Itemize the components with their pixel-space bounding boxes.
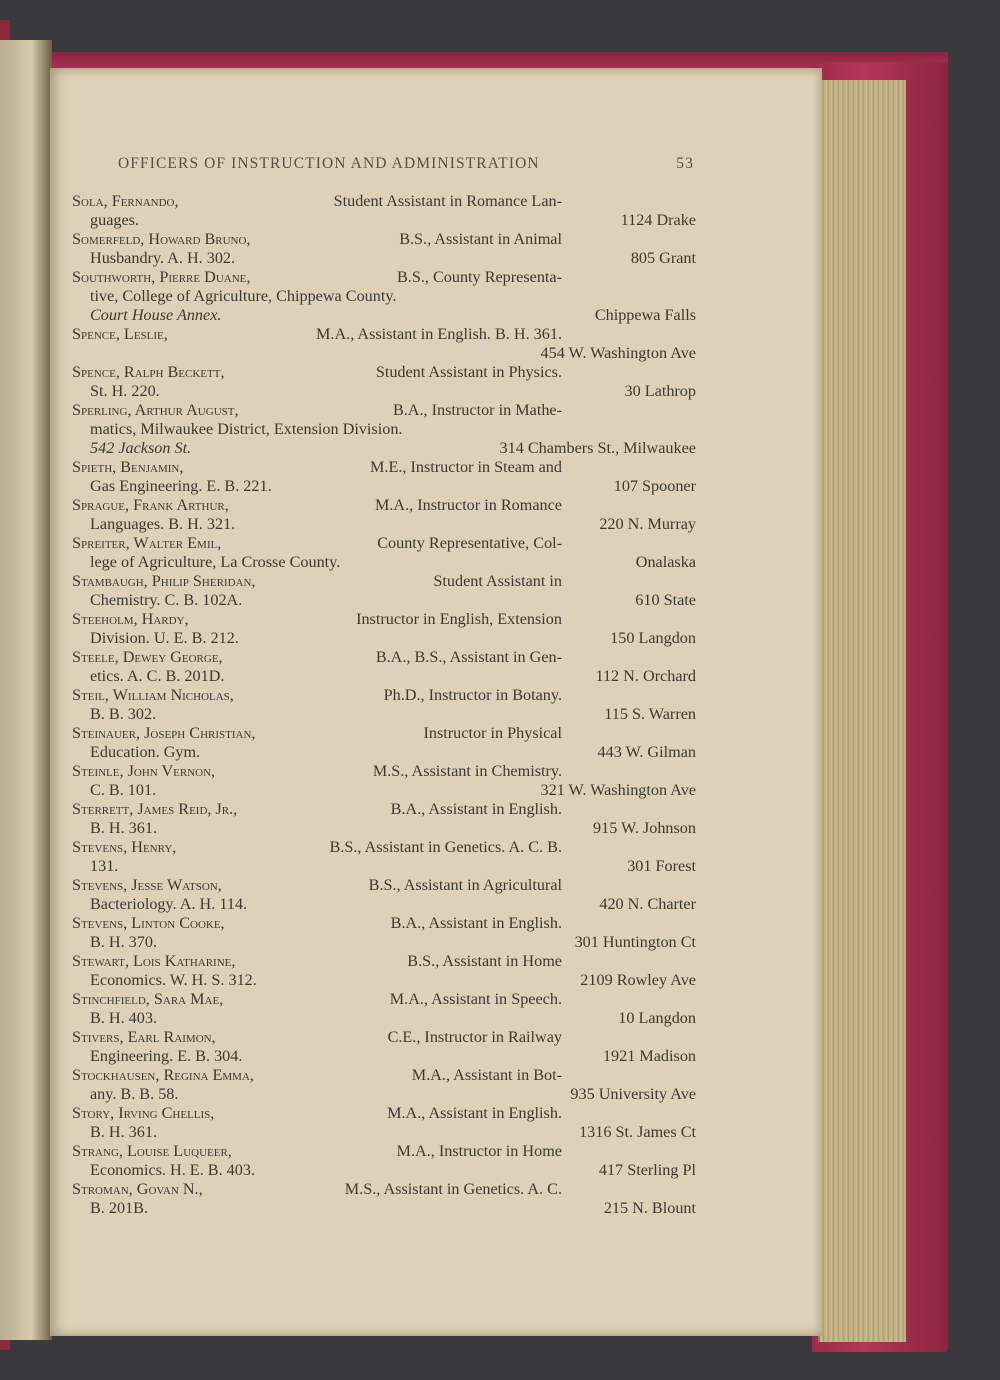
entry-second-line (72, 667, 696, 686)
entry-name: Spieth, Benjamin, (72, 458, 184, 476)
entry-third-line (72, 306, 696, 325)
page-number: 53 (676, 155, 694, 172)
entry-first-line (72, 800, 562, 819)
directory-entry (72, 800, 696, 838)
entry-name: Sola, Fernando, (72, 192, 179, 210)
entry-detail: B. H. 361. (90, 819, 158, 837)
entry-name: Stinchfield, Sara Mae, (72, 990, 224, 1008)
directory-entries (72, 192, 696, 1218)
entry-name: Story, Irving Chellis, (72, 1104, 215, 1122)
entry-address: 112 N. Orchard (595, 667, 696, 685)
page-edges (818, 80, 906, 1342)
entry-first-line (72, 952, 562, 971)
entry-title: B.S., Assistant in Animal (399, 230, 562, 248)
entry-address: 935 University Ave (570, 1085, 696, 1103)
entry-name: Stivers, Earl Raimon, (72, 1028, 216, 1046)
directory-entry (72, 724, 696, 762)
entry-address: 321 W. Washington Ave (540, 781, 696, 799)
entry-second-line (72, 743, 696, 762)
entry-title: Student Assistant in Romance Lan- (333, 192, 562, 210)
entry-second-line (72, 515, 696, 534)
directory-entry (72, 230, 696, 268)
entry-detail: B. H. 361. (90, 1123, 158, 1141)
entry-second-line (72, 591, 696, 610)
header-title: OFFICERS OF INSTRUCTION AND ADMINISTRATION (118, 155, 540, 172)
entry-second-line (72, 344, 696, 363)
entry-title: B.A., Instructor in Mathe- (392, 401, 562, 419)
directory-entry (72, 1104, 696, 1142)
entry-detail: B. H. 370. (90, 933, 158, 951)
entry-title: B.A., B.S., Assistant in Gen- (375, 648, 562, 666)
entry-detail: Gas Engineering. E. B. 221. (90, 477, 272, 495)
entry-second-line (72, 1123, 696, 1142)
entry-first-line (72, 1104, 562, 1123)
entry-name: Steele, Dewey George, (72, 648, 223, 666)
entry-address: 314 Chambers St., Milwaukee (499, 439, 696, 457)
entry-title: M.A., Assistant in English. (387, 1104, 562, 1122)
entry-address: 610 State (635, 591, 696, 609)
entry-first-line (72, 762, 562, 781)
entry-name: Southworth, Pierre Duane, (72, 268, 251, 286)
entry-name: Stockhausen, Regina Emma, (72, 1066, 254, 1084)
entry-title: M.E., Instructor in Steam and (370, 458, 562, 476)
directory-entry (72, 762, 696, 800)
entry-second-line (72, 705, 696, 724)
entry-first-line (72, 1142, 562, 1161)
directory-entry (72, 268, 696, 325)
entry-title: B.S., Assistant in Agricultural (368, 876, 562, 894)
entry-title: M.A., Assistant in Bot- (411, 1066, 562, 1084)
entry-title: B.S., Assistant in Genetics. A. C. B. (329, 838, 562, 856)
directory-entry (72, 952, 696, 990)
entry-address: 1921 Madison (602, 1047, 696, 1065)
entry-address: 417 Sterling Pl (598, 1161, 696, 1179)
entry-first-line (72, 230, 562, 249)
entry-second-line (72, 933, 696, 952)
entry-first-line (72, 401, 562, 420)
entry-detail: lege of Agriculture, La Crosse County. (90, 553, 341, 571)
entry-address: Chippewa Falls (594, 306, 696, 324)
entry-title: Student Assistant in Physics. (375, 363, 562, 381)
entry-detail: Division. U. E. B. 212. (90, 629, 239, 647)
entry-address: 107 Spooner (613, 477, 696, 495)
entry-address: 30 Lathrop (624, 382, 696, 400)
entry-first-line (72, 325, 562, 344)
entry-title: M.A., Instructor in Romance (374, 496, 562, 514)
entry-detail: St. H. 220. (90, 382, 160, 400)
entry-second-line (72, 1199, 696, 1218)
entry-second-line (72, 211, 696, 230)
entry-first-line (72, 914, 562, 933)
entry-first-line (72, 724, 562, 743)
directory-entry (72, 192, 696, 230)
entry-name: Stroman, Govan N., (72, 1180, 203, 1198)
entry-address: 420 N. Charter (599, 895, 696, 913)
directory-entry (72, 876, 696, 914)
entry-second-line (72, 1047, 696, 1066)
directory-entry (72, 1066, 696, 1104)
entry-detail: Engineering. E. B. 304. (90, 1047, 243, 1065)
entry-address: 215 N. Blount (603, 1199, 696, 1217)
entry-title: B.S., County Representa- (396, 268, 562, 286)
entry-second-line (72, 420, 696, 439)
directory-entry (72, 572, 696, 610)
directory-entry (72, 686, 696, 724)
entry-name: Stambaugh, Philip Sheridan, (72, 572, 256, 590)
entry-name: Sprague, Frank Arthur, (72, 496, 229, 514)
directory-entry (72, 363, 696, 401)
entry-second-line (72, 781, 696, 800)
entry-title: Instructor in Physical (423, 724, 562, 742)
entry-detail: C. B. 101. (90, 781, 157, 799)
directory-entry (72, 401, 696, 458)
entry-first-line (72, 572, 562, 591)
entry-second-line (72, 249, 696, 268)
entry-title: M.A., Assistant in English. B. H. 361. (316, 325, 562, 343)
entry-detail: matics, Milwaukee District, Extension Division. (90, 420, 403, 438)
entry-name: Stevens, Henry, (72, 838, 177, 856)
directory-entry (72, 534, 696, 572)
entry-detail: Economics. W. H. S. 312. (90, 971, 257, 989)
entry-address: 1124 Drake (620, 211, 696, 229)
directory-entry (72, 325, 696, 363)
entry-name: Steeholm, Hardy, (72, 610, 189, 628)
entry-first-line (72, 1180, 562, 1199)
entry-second-line (72, 1161, 696, 1180)
entry-name: Stewart, Lois Katharine, (72, 952, 236, 970)
entry-title: County Representative, Col- (377, 534, 562, 552)
entry-address: 915 W. Johnson (593, 819, 696, 837)
entry-first-line (72, 192, 562, 211)
running-header (118, 155, 694, 173)
entry-second-line (72, 382, 696, 401)
entry-detail: Education. Gym. (90, 743, 201, 761)
entry-name: Steil, William Nicholas, (72, 686, 234, 704)
entry-address: 220 N. Murray (599, 515, 696, 533)
entry-name: Steinle, John Vernon, (72, 762, 216, 780)
entry-name: Sterrett, James Reid, Jr., (72, 800, 238, 818)
entry-address: 443 W. Gilman (597, 743, 696, 761)
directory-entry (72, 1028, 696, 1066)
entry-address: 805 Grant (630, 249, 696, 267)
entry-name: Steinauer, Joseph Christian, (72, 724, 256, 742)
entry-address: 150 Langdon (610, 629, 696, 647)
entry-first-line (72, 648, 562, 667)
entry-detail: B. 201B. (90, 1199, 149, 1217)
entry-first-line (72, 1066, 562, 1085)
entry-name: Spence, Ralph Beckett, (72, 363, 225, 381)
entry-address: 1316 St. James Ct (579, 1123, 696, 1141)
entry-name: Spence, Leslie, (72, 325, 168, 343)
entry-title: Instructor in English, Extension (356, 610, 562, 628)
entry-location: Court House Annex. (90, 306, 222, 324)
entry-title: M.A., Assistant in Speech. (389, 990, 562, 1008)
entry-third-line (72, 439, 696, 458)
entry-second-line (72, 971, 696, 990)
entry-name: Spreiter, Walter Emil, (72, 534, 222, 552)
left-page-edge (0, 40, 52, 1340)
entry-detail: B. B. 302. (90, 705, 157, 723)
entry-detail: Chemistry. C. B. 102A. (90, 591, 243, 609)
entry-second-line (72, 895, 696, 914)
entry-title: M.S., Assistant in Chemistry. (372, 762, 562, 780)
entry-second-line (72, 1009, 696, 1028)
entry-first-line (72, 838, 562, 857)
entry-first-line (72, 686, 562, 705)
directory-entry (72, 1180, 696, 1218)
entry-address: 301 Huntington Ct (574, 933, 696, 951)
entry-address: 2109 Rowley Ave (580, 971, 696, 989)
entry-first-line (72, 876, 562, 895)
entry-detail: tive, College of Agriculture, Chippewa County. (90, 287, 397, 305)
directory-entry (72, 458, 696, 496)
entry-second-line (72, 629, 696, 648)
entry-first-line (72, 363, 562, 382)
directory-entry (72, 838, 696, 876)
entry-address: 454 W. Washington Ave (540, 344, 696, 362)
entry-title: B.A., Assistant in English. (390, 914, 562, 932)
entry-title: M.A., Instructor in Home (396, 1142, 562, 1160)
entry-first-line (72, 610, 562, 629)
entry-detail: Economics. H. E. B. 403. (90, 1161, 256, 1179)
entry-address: Onalaska (635, 553, 696, 571)
entry-detail: Languages. B. H. 321. (90, 515, 236, 533)
entry-name: Stevens, Linton Cooke, (72, 914, 225, 932)
directory-entry (72, 990, 696, 1028)
entry-first-line (72, 1028, 562, 1047)
entry-title: M.S., Assistant in Genetics. A. C. (344, 1180, 562, 1198)
entry-second-line (72, 857, 696, 876)
entry-first-line (72, 268, 562, 287)
directory-entry (72, 610, 696, 648)
entry-second-line (72, 287, 696, 306)
entry-first-line (72, 534, 562, 553)
entry-detail: Bacteriology. A. H. 114. (90, 895, 248, 913)
directory-entry (72, 496, 696, 534)
entry-title: B.A., Assistant in English. (390, 800, 562, 818)
entry-second-line (72, 477, 696, 496)
entry-name: Strang, Louise Luqueer, (72, 1142, 232, 1160)
entry-name: Somerfeld, Howard Bruno, (72, 230, 251, 248)
directory-entry (72, 914, 696, 952)
entry-detail: B. H. 403. (90, 1009, 158, 1027)
entry-title: Student Assistant in (433, 572, 562, 590)
entry-detail: Husbandry. A. H. 302. (90, 249, 236, 267)
entry-second-line (72, 553, 696, 572)
entry-first-line (72, 990, 562, 1009)
entry-name: Sperling, Arthur August, (72, 401, 239, 419)
entry-detail: any. B. B. 58. (90, 1085, 179, 1103)
entry-second-line (72, 819, 696, 838)
directory-entry (72, 648, 696, 686)
entry-title: C.E., Instructor in Railway (387, 1028, 562, 1046)
entry-title: Ph.D., Instructor in Botany. (383, 686, 562, 704)
entry-detail: etics. A. C. B. 201D. (90, 667, 225, 685)
entry-address: 301 Forest (627, 857, 696, 875)
entry-detail: 131. (90, 857, 119, 875)
entry-address: 115 S. Warren (604, 705, 696, 723)
entry-name: Stevens, Jesse Watson, (72, 876, 222, 894)
entry-second-line (72, 1085, 696, 1104)
entry-detail: guages. (90, 211, 139, 229)
entry-location: 542 Jackson St. (90, 439, 192, 457)
entry-first-line (72, 496, 562, 515)
entry-title: B.S., Assistant in Home (407, 952, 562, 970)
entry-first-line (72, 458, 562, 477)
directory-entry (72, 1142, 696, 1180)
entry-address: 10 Langdon (618, 1009, 696, 1027)
